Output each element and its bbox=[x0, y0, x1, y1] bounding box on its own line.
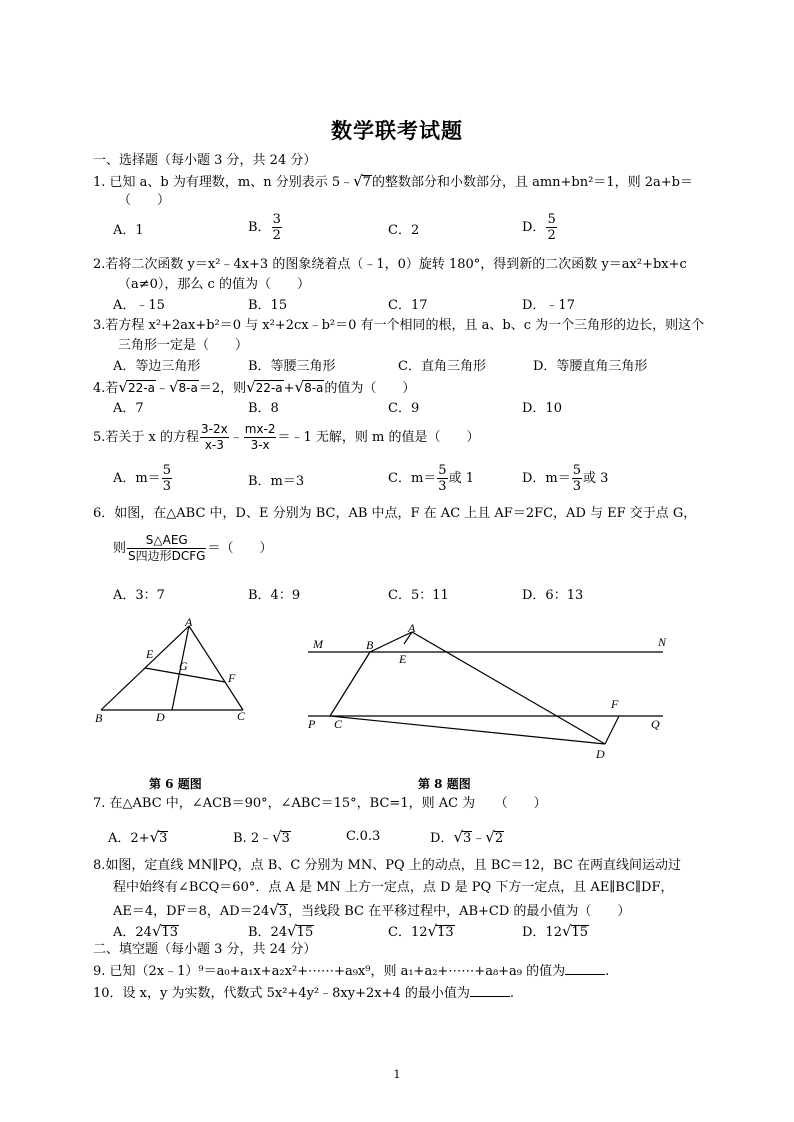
q2-option-d: D．﹣17 bbox=[522, 298, 575, 313]
q6-option-a: A．3：7 bbox=[113, 588, 165, 603]
q6-option-c: C．5：11 bbox=[388, 588, 449, 603]
q5-option-d: D．m＝ $\frac{5}{3}$ 或 3 bbox=[522, 463, 609, 494]
fig8-label-n: N bbox=[658, 635, 667, 649]
q1-option-b: B． $\frac{3}{2}$ bbox=[248, 212, 281, 243]
fig6-label-a: A bbox=[185, 615, 193, 629]
figure-8-caption: 第 8 题图 bbox=[418, 777, 471, 791]
question-1-bracket: （ ） bbox=[118, 193, 171, 208]
fig6-label-e: E bbox=[146, 647, 154, 661]
q4-option-a: A．7 bbox=[113, 401, 144, 416]
q4-option-b: B．8 bbox=[248, 401, 279, 416]
question-8-stem-cont2: AE＝4，DF＝8，AD＝24√3，当线段 BC 在平移过程中，AB+CD 的最小值为（ ） bbox=[113, 901, 631, 919]
q3-option-c: C．直角三角形 bbox=[398, 359, 486, 374]
question-2-stem: 2.若将二次函数 y＝x²﹣4x+3 的图象绕着点（﹣1，0）旋转 180°，得到新的二次函数 y＝ax²+bx+c bbox=[93, 257, 687, 272]
fig8-label-d: D bbox=[596, 747, 605, 761]
figure-6-caption: 第 6 题图 bbox=[149, 777, 202, 791]
q4-option-c: C．9 bbox=[388, 401, 420, 416]
q2-option-b: B．15 bbox=[248, 298, 288, 313]
answer-blank bbox=[565, 962, 605, 975]
fig6-label-f: F bbox=[228, 671, 236, 685]
question-6-stem: 6．如图，在△ABC 中，D、E 分别为 BC，AB 中点，F 在 AC 上且 AF＝2FC，AD 与 EF 交于点 G， bbox=[93, 506, 697, 521]
fig8-label-q: Q bbox=[651, 717, 660, 731]
fig6-label-b: B bbox=[95, 711, 103, 725]
figure-8-parallel-lines bbox=[308, 620, 680, 765]
fig8-label-m: M bbox=[313, 637, 323, 651]
q2-option-c: C．17 bbox=[388, 298, 428, 313]
fig6-label-c: C bbox=[237, 709, 246, 723]
q7-option-d: D．√3﹣√2 bbox=[430, 828, 504, 846]
q8-option-b: B．24√15 bbox=[248, 922, 314, 940]
q7-option-b: B. 2﹣√3 bbox=[233, 828, 290, 846]
q8-option-a: A．24√13 bbox=[113, 922, 179, 940]
fig8-label-c: C bbox=[334, 717, 343, 731]
page-number: 1 bbox=[393, 1068, 401, 1081]
q8-option-d: D．12√15 bbox=[522, 922, 589, 940]
question-10-stem: 10．设 x，y 为实数，代数式 5x²+4y²﹣8xy+2x+4 的最小值为 . bbox=[93, 986, 515, 1001]
section-fill-header: 二、填空题（每小题 3 分，共 24 分） bbox=[93, 942, 317, 957]
answer-blank bbox=[470, 984, 510, 997]
question-4-stem: 4.若√22-a﹣√8-a＝2，则√22-a+√8-a的值为（ ） bbox=[93, 378, 416, 396]
page-title: 数学联考试题 bbox=[331, 118, 463, 143]
fig8-label-f: F bbox=[611, 697, 619, 711]
q3-option-b: B．等腰三角形 bbox=[248, 359, 336, 374]
q4-option-d: D．10 bbox=[522, 401, 562, 416]
fig8-label-e: E bbox=[399, 652, 407, 666]
question-2-stem-cont: （a≠0），那么 c 的值为（ ） bbox=[118, 277, 310, 292]
question-3-stem: 3.若方程 x²+2ax+b²＝0 与 x²+2cx﹣b²＝0 有一个相同的根，且 a、b、c 为一个三角形的边长，则这个 bbox=[93, 318, 705, 333]
q1-option-c: C．2 bbox=[388, 223, 420, 238]
q5-option-b: B．m＝3 bbox=[248, 474, 305, 489]
question-1-stem: 1. 已知 a、b 为有理数，m、n 分别表示 5﹣√7的整数部分和小数部分，且 amn+bn²＝1，则 2a+b＝ bbox=[93, 172, 693, 190]
q1-option-a: A．1 bbox=[113, 223, 144, 238]
question-8-stem-cont: 程中始终有∠BCQ＝60°．点 A 是 MN 上方一定点，点 D 是 PQ 下方一定点，且 AE∥BC∥DF， bbox=[113, 880, 674, 895]
q2-option-a: A．﹣15 bbox=[113, 298, 165, 313]
question-7-stem: 7. 在△ABC 中，∠ACB＝90°，∠ABC＝15°，BC=1，则 AC 为 （ ） bbox=[93, 796, 547, 811]
q6-option-b: B．4：9 bbox=[248, 588, 301, 603]
figure-6-triangle bbox=[90, 612, 260, 732]
question-8-stem: 8.如图，定直线 MN∥PQ，点 B、C 分别为 MN、PQ 上的动点，且 BC＝12，BC 在两直线间运动过 bbox=[93, 858, 682, 873]
q6-option-d: D．6：13 bbox=[522, 588, 584, 603]
question-5-stem: 5.若关于 x 的方程 $\frac{3-2x}{x-3}$ ﹣ $\frac{mx-2}{3-x}$ ＝﹣1 无解，则 m 的值是（ ） bbox=[93, 422, 480, 452]
question-6-ratio: 则 $\frac{\text{S△AEG}}{\text{S四边形DCFG}}$ ＝（ ） bbox=[113, 533, 273, 563]
fig6-label-g: G bbox=[179, 659, 188, 673]
fig8-label-a: A bbox=[408, 621, 416, 635]
question-9-stem: 9. 已知（2x﹣1）⁹＝a₀+a₁x+a₂x²+⋯⋯+a₉x⁹，则 a₁+a₂+⋯⋯+a₈+a₉ 的值为 . bbox=[93, 964, 610, 979]
q3-option-a: A．等边三角形 bbox=[113, 359, 201, 374]
q1-option-d: D． $\frac{5}{2}$ bbox=[522, 212, 556, 243]
question-3-stem-cont: 三角形一定是（ ） bbox=[118, 338, 249, 353]
q7-option-c: C.0.3 bbox=[346, 829, 381, 844]
q7-option-a: A．2+√3 bbox=[108, 828, 168, 846]
q3-option-d: D．等腰直角三角形 bbox=[533, 359, 648, 374]
fig8-label-b: B bbox=[366, 638, 374, 652]
q5-option-c: C．m＝ $\frac{5}{3}$ 或 1 bbox=[388, 463, 474, 494]
fig8-label-p: P bbox=[308, 717, 316, 731]
q8-option-c: C．12√13 bbox=[388, 922, 454, 940]
fig6-label-d: D bbox=[156, 710, 165, 724]
q5-option-a: A．m＝ $\frac{5}{3}$ bbox=[113, 463, 171, 494]
section-choice-header: 一、选择题（每小题 3 分，共 24 分） bbox=[93, 153, 317, 168]
